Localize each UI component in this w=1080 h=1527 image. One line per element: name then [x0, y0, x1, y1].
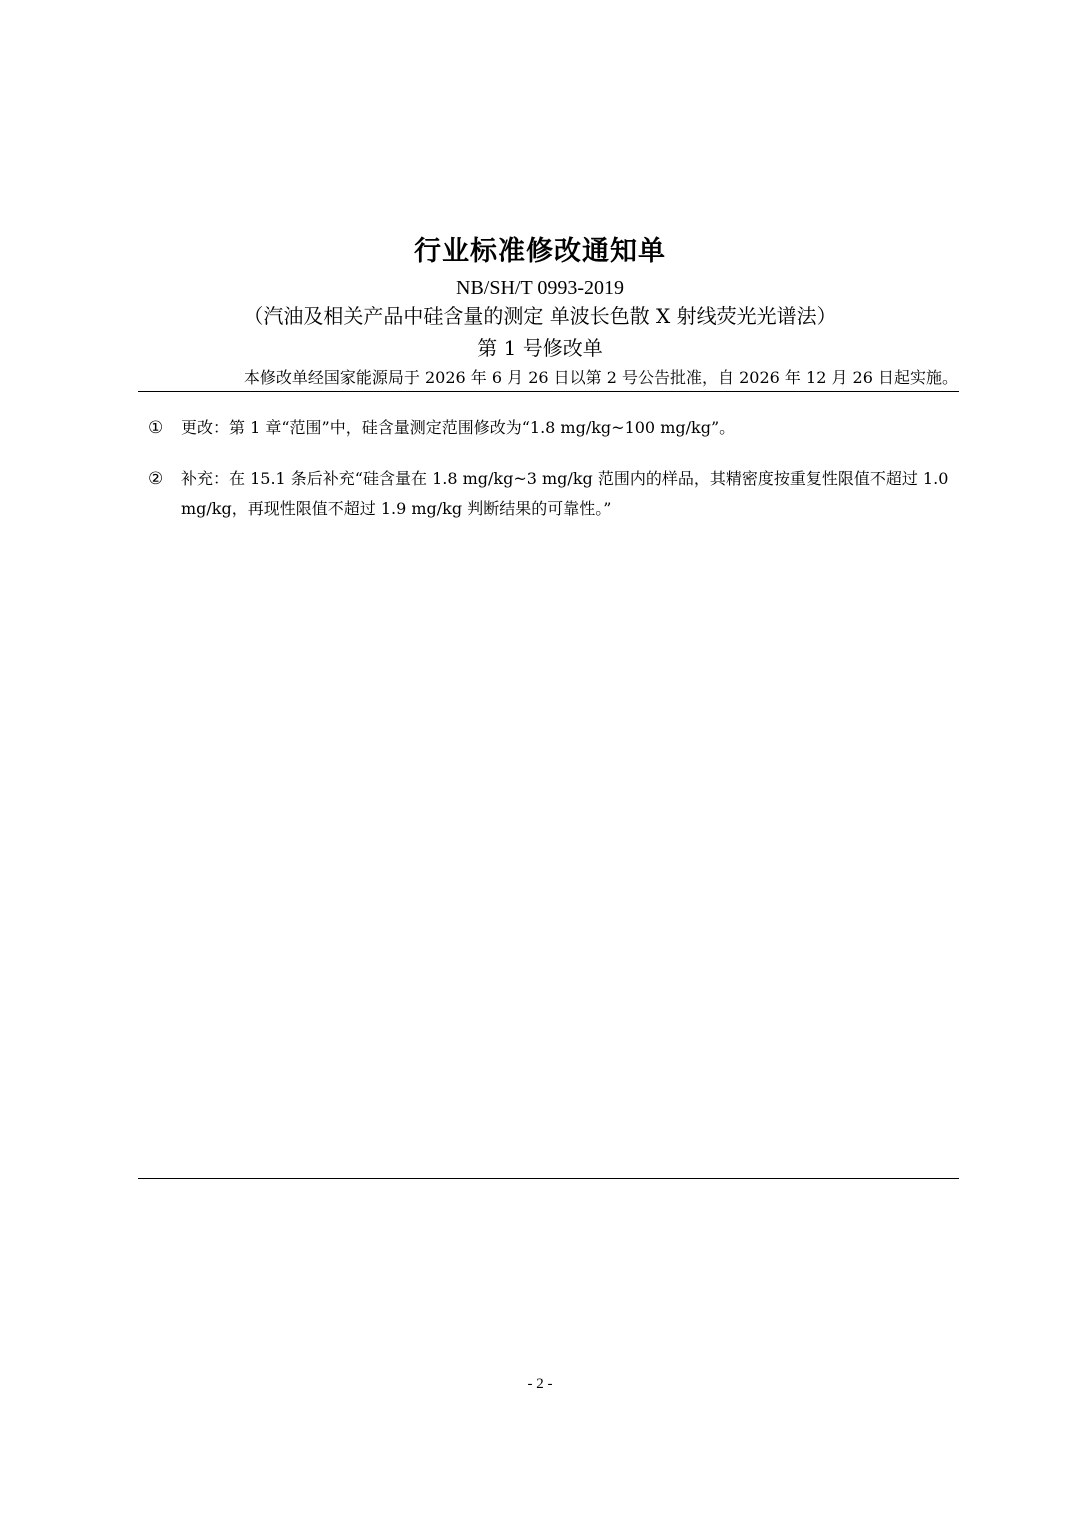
item-text: 补充：在 15.1 条后补充“硅含量在 1.8 mg/kg~3 mg/kg 范围内的样品，其精密度按重复性限值不超过 1.0 mg/kg，再现性限值不超过 1.9 mg/kg 判断结果的可靠性。” — [181, 469, 949, 518]
approval-statement: 本修改单经国家能源局于 2026 年 6 月 26 日以第 2 号公告批准，自 2026 年 12 月 26 日起实施。 — [243, 368, 958, 387]
standard-code: NB/SH/T 0993-2019 — [456, 277, 624, 299]
amendment-item — [148, 413, 960, 443]
item-marker: ① — [148, 418, 164, 438]
item-text: 更改：第 1 章“范围”中，硅含量测定范围修改为“1.8 mg/kg~100 mg/kg”。 — [181, 418, 736, 437]
header-divider — [138, 391, 959, 392]
amendment-item — [148, 464, 960, 524]
page-number: - 2 - — [527, 1376, 553, 1392]
item-marker: ② — [148, 469, 164, 489]
footer-divider — [138, 1178, 959, 1179]
standard-name: （汽油及相关产品中硅含量的测定 单波长色散 X 射线荧光光谱法） — [243, 304, 837, 328]
document-title: 行业标准修改通知单 — [414, 236, 666, 267]
amendment-number: 第 1 号修改单 — [477, 336, 603, 360]
